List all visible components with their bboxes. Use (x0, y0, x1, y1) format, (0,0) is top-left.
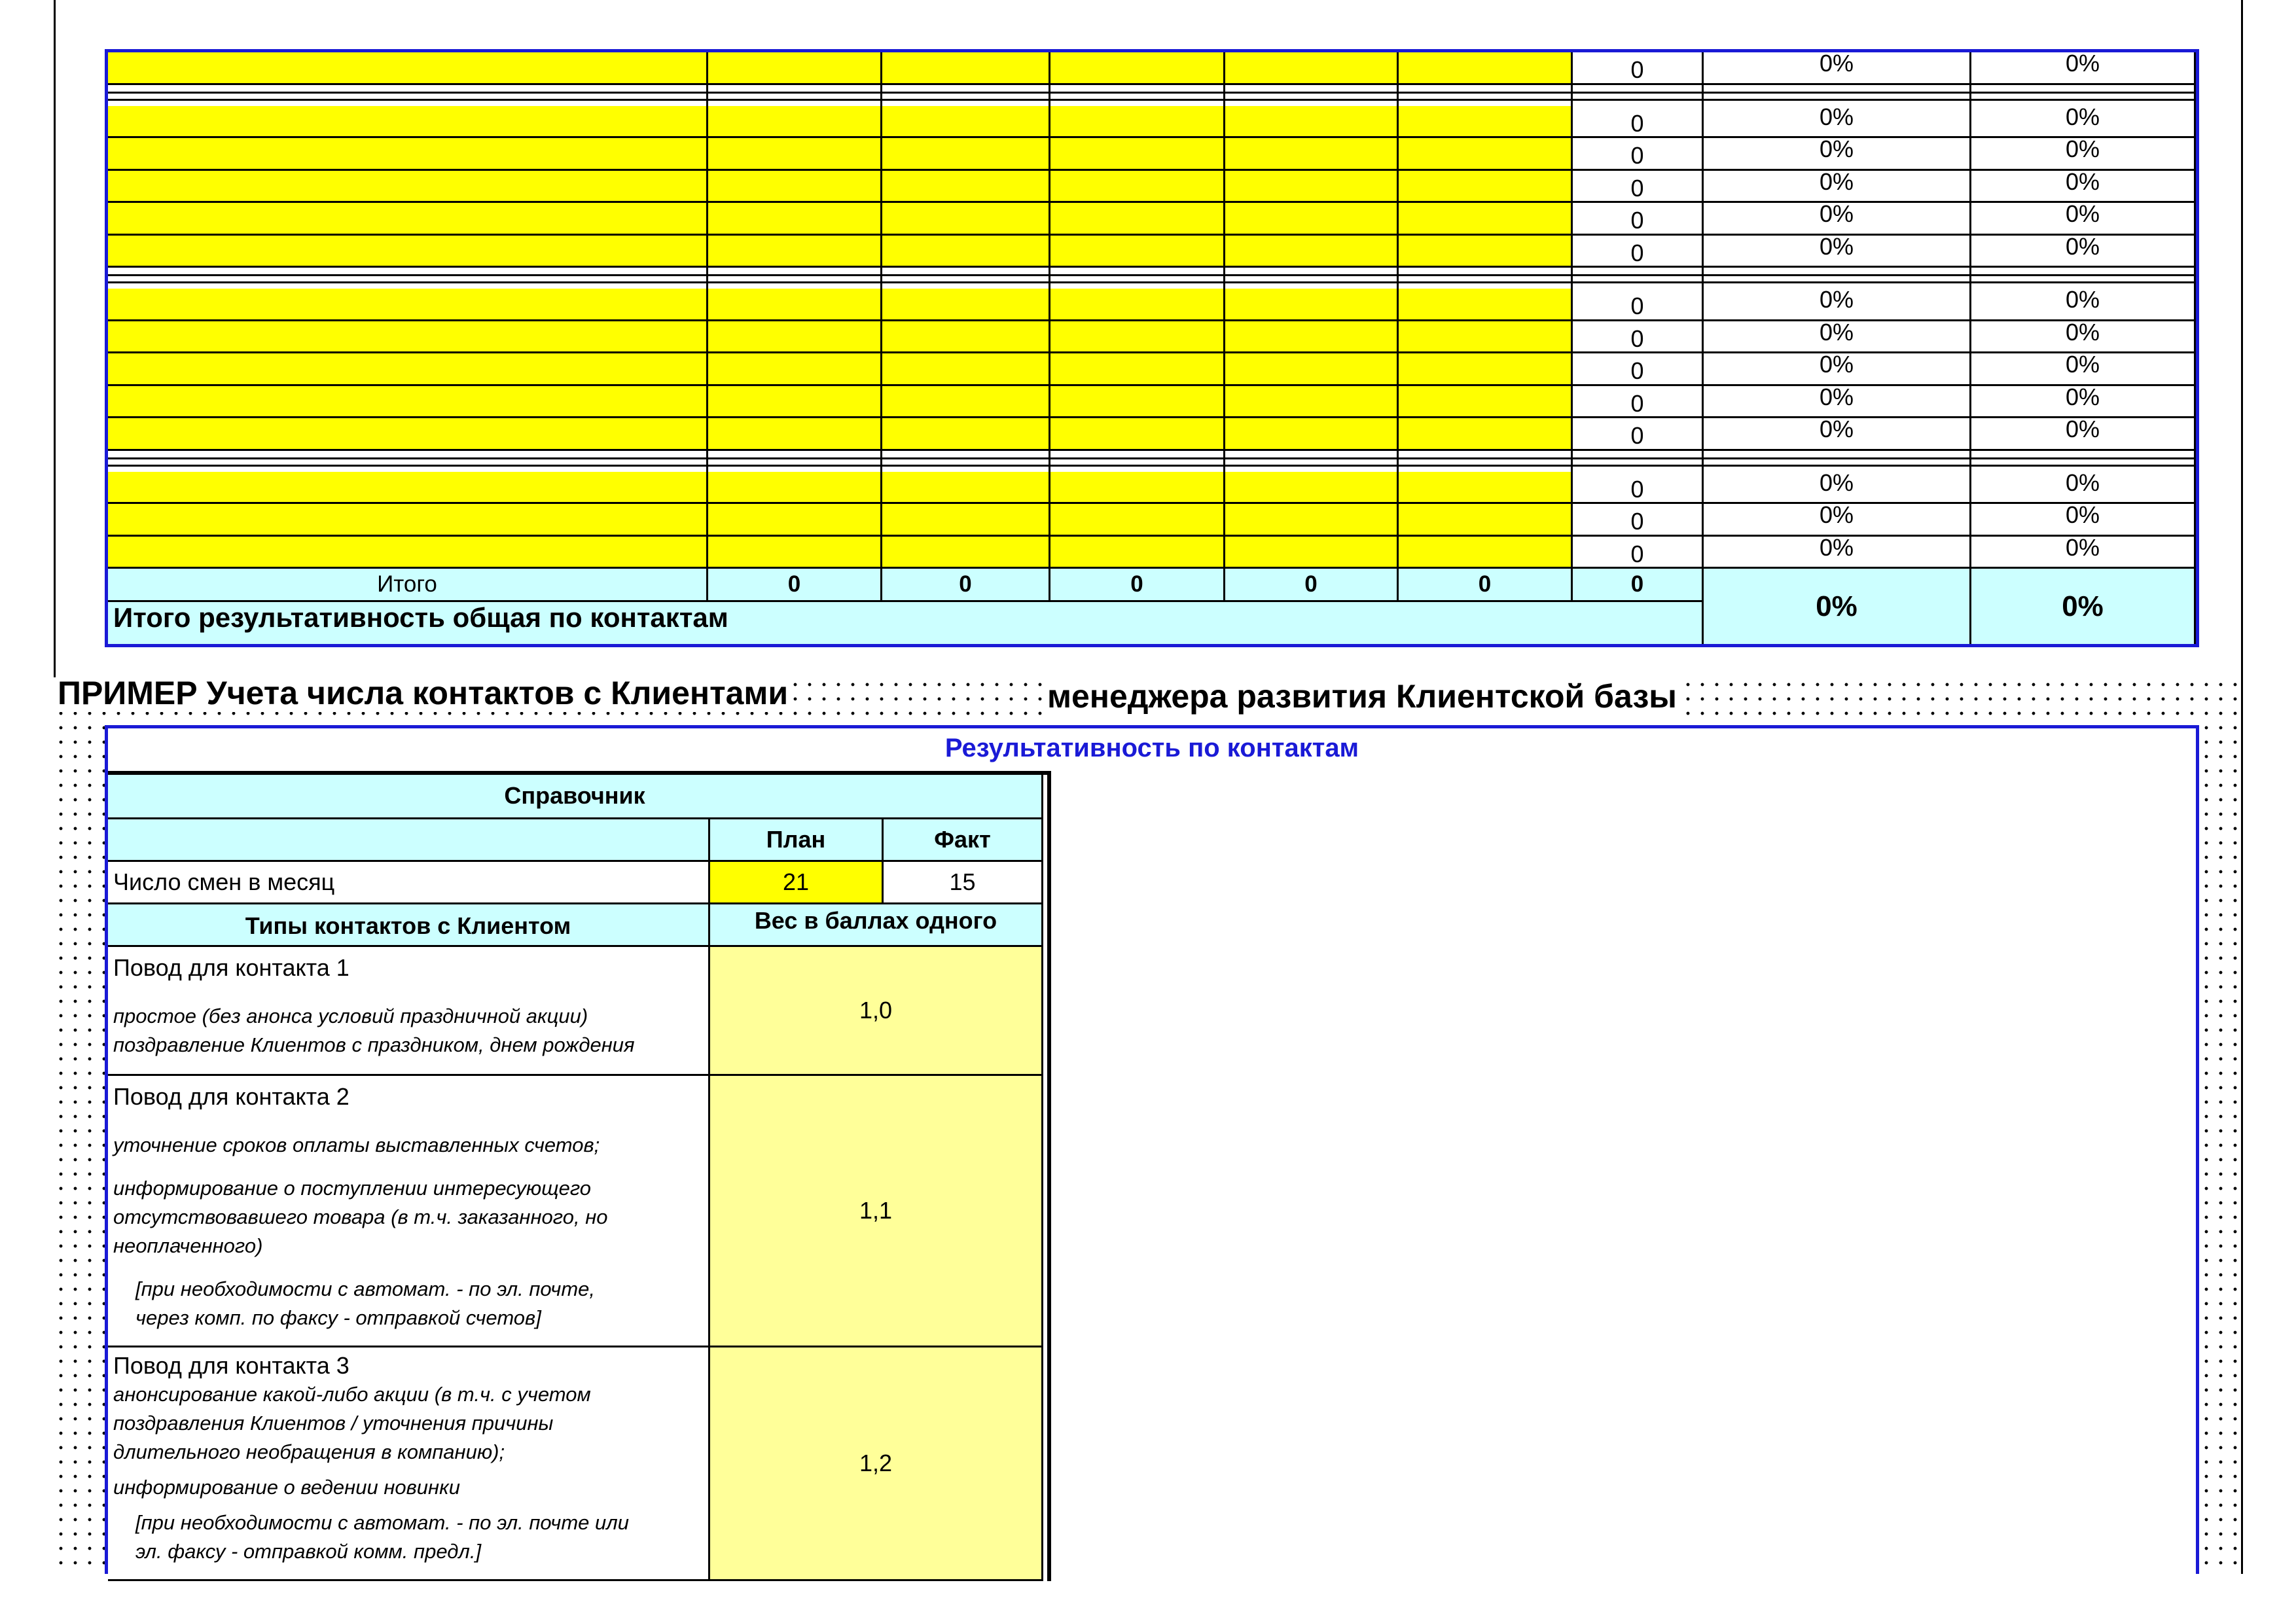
count-cell: 0 (1573, 504, 1704, 537)
input-cell[interactable] (708, 203, 882, 236)
reference-header-label: Справочник (504, 782, 645, 809)
separator-cell (882, 85, 1050, 106)
percent-cell: 0% (1704, 52, 1971, 85)
input-cell[interactable] (882, 386, 1050, 419)
input-cell[interactable] (708, 353, 882, 386)
table-row (108, 236, 2196, 268)
table-row (108, 472, 2196, 505)
reason-1-line-2: поздравление Клиентов с праздником, днем рождения (113, 1033, 635, 1056)
input-cell[interactable] (108, 289, 708, 321)
input-cell[interactable] (108, 106, 708, 139)
count-cell: 0 (1573, 236, 1704, 268)
percent-cell: 0% (1971, 203, 2196, 236)
percent-cell: 0% (1971, 52, 2196, 85)
panel-title: Результативность по контактам (944, 734, 1359, 762)
table-row (108, 203, 2196, 236)
separator-cell (1225, 451, 1399, 472)
reason-1-cell (108, 947, 710, 1076)
reason-2-line-b1: информирование о поступлении интересующего (113, 1177, 592, 1200)
count-cell: 0 (1573, 138, 1704, 171)
separator-cell (1225, 268, 1399, 289)
count-cell: 0 (1573, 418, 1704, 451)
count-cell: 0 (1573, 537, 1704, 569)
input-cell[interactable] (1050, 171, 1225, 204)
reason-3-title: Повод для контакта 3 (113, 1352, 350, 1379)
separator-cell (708, 451, 882, 472)
input-cell[interactable] (1399, 418, 1573, 451)
count-cell: 0 (1573, 353, 1704, 386)
input-cell[interactable] (1225, 171, 1399, 204)
input-cell[interactable] (708, 386, 882, 419)
input-cell[interactable] (882, 236, 1050, 268)
input-cell[interactable] (882, 321, 1050, 354)
percent-cell: 0% (1971, 472, 2196, 505)
plan-fact-blank (108, 819, 710, 862)
input-cell[interactable] (1399, 106, 1573, 139)
input-cell[interactable] (108, 418, 708, 451)
reason-3-line-b: информирование о ведении новинки (113, 1476, 460, 1499)
input-cell[interactable] (1225, 52, 1399, 85)
percent-cell: 0% (1704, 418, 1971, 451)
input-cell[interactable] (108, 203, 708, 236)
separator-cell (1050, 451, 1225, 472)
percent-cell: 0% (1971, 504, 2196, 537)
overall-label: Итого результативность общая по контактам (108, 602, 1704, 644)
count-cell: 0 (1573, 289, 1704, 321)
page-right-border (2241, 0, 2243, 1574)
input-cell[interactable] (882, 289, 1050, 321)
weight-header (710, 904, 1043, 947)
separator-cell (1573, 268, 1704, 289)
table-row (108, 386, 2196, 419)
percent-cell: 0% (1704, 537, 1971, 569)
separator-cell (1704, 268, 1971, 289)
reason-1-line-1: простое (без анонса условий праздничной акции) (113, 1005, 588, 1027)
input-cell[interactable] (708, 321, 882, 354)
input-cell[interactable] (1050, 52, 1225, 85)
percent-cell: 0% (1971, 289, 2196, 321)
example-title-left: ПРИМЕР Учета числа контактов с Клиентами (58, 675, 789, 711)
fact-header (884, 819, 1043, 862)
input-cell[interactable] (1399, 52, 1573, 85)
percent-cell: 0% (1704, 321, 1971, 354)
input-cell[interactable] (1050, 504, 1225, 537)
input-cell[interactable] (708, 418, 882, 451)
percent-cell: 0% (1971, 418, 2196, 451)
reason-2-cell (108, 1076, 710, 1347)
input-cell[interactable] (1225, 138, 1399, 171)
percent-cell: 0% (1704, 203, 1971, 236)
input-cell[interactable] (108, 236, 708, 268)
percent-cell: 0% (1971, 138, 2196, 171)
types-header (108, 904, 710, 947)
separator-cell (1225, 85, 1399, 106)
shifts-fact-cell[interactable] (884, 862, 1043, 904)
separator-cell (1050, 268, 1225, 289)
row-separator (108, 451, 2196, 472)
input-cell[interactable] (1225, 386, 1399, 419)
percent-cell: 0% (1971, 537, 2196, 569)
separator-cell (708, 268, 882, 289)
reason-1-weight: 1,0 (859, 997, 893, 1024)
input-cell[interactable] (708, 138, 882, 171)
input-cell[interactable] (882, 203, 1050, 236)
input-cell[interactable] (882, 171, 1050, 204)
overall-percent: 0% (1704, 569, 1971, 644)
input-cell[interactable] (1050, 472, 1225, 505)
input-cell[interactable] (708, 52, 882, 85)
input-cell[interactable] (1225, 537, 1399, 569)
input-cell[interactable] (1050, 321, 1225, 354)
separator-cell (1704, 85, 1971, 106)
separator-line (108, 281, 2196, 283)
input-cell[interactable] (1225, 353, 1399, 386)
input-cell[interactable] (1225, 472, 1399, 505)
input-cell[interactable] (108, 353, 708, 386)
input-cell[interactable] (108, 52, 708, 85)
separator-cell (1399, 268, 1573, 289)
table-row (108, 353, 2196, 386)
reason-3-cell (108, 1347, 710, 1581)
separator-cell (1573, 451, 1704, 472)
input-cell[interactable] (1225, 203, 1399, 236)
table-row (108, 171, 2196, 204)
percent-cell: 0% (1704, 138, 1971, 171)
table-row (108, 52, 2196, 85)
input-cell[interactable] (1050, 106, 1225, 139)
count-cell: 0 (1573, 106, 1704, 139)
separator-cell (1050, 85, 1225, 106)
reason-3-weight-cell[interactable] (710, 1347, 1043, 1581)
reason-3-line-c2: эл. факсу - отправкой комм. предл.] (135, 1540, 482, 1563)
separator-line (108, 457, 2196, 459)
shifts-label: Число смен в месяц (113, 868, 335, 895)
count-cell: 0 (1573, 171, 1704, 204)
reason-2-line-b3: неоплаченного) (113, 1234, 263, 1257)
reference-header (108, 775, 1043, 819)
input-cell[interactable] (882, 106, 1050, 139)
input-cell[interactable] (882, 418, 1050, 451)
shifts-label-cell (108, 862, 710, 904)
percent-cell: 0% (1971, 321, 2196, 354)
table-row (108, 138, 2196, 171)
total-value: 0 (882, 569, 1050, 602)
reason-3-line-a2: поздравления Клиентов / уточнения причины (113, 1412, 554, 1435)
input-cell[interactable] (108, 321, 708, 354)
total-value: 0 (708, 569, 882, 602)
input-cell[interactable] (708, 106, 882, 139)
effectiveness-panel (105, 725, 2199, 1574)
separator-cell (1971, 85, 2196, 106)
percent-cell: 0% (1704, 504, 1971, 537)
input-cell[interactable] (1225, 504, 1399, 537)
total-value: 0 (1399, 569, 1573, 602)
row-separator (108, 85, 2196, 106)
reason-2-line-a: уточнение сроков оплаты выставленных счетов; (113, 1133, 600, 1156)
shifts-plan-value: 21 (782, 868, 810, 895)
input-cell[interactable] (108, 171, 708, 204)
separator-cell (882, 268, 1050, 289)
input-cell[interactable] (108, 504, 708, 537)
input-cell[interactable] (1225, 289, 1399, 321)
input-cell[interactable] (108, 138, 708, 171)
reason-2-weight-cell[interactable] (710, 1076, 1043, 1347)
input-cell[interactable] (1399, 171, 1573, 204)
reason-1-title: Повод для контакта 1 (113, 954, 350, 981)
separator-cell (882, 451, 1050, 472)
reason-3-line-a3: длительного необращения в компанию); (113, 1440, 505, 1463)
input-cell[interactable] (708, 504, 882, 537)
percent-cell: 0% (1971, 353, 2196, 386)
separator-cell (1971, 451, 2196, 472)
separator-line (108, 99, 2196, 101)
reference-table (108, 771, 1051, 1581)
table-row (108, 289, 2196, 321)
input-cell[interactable] (108, 472, 708, 505)
input-cell[interactable] (1399, 203, 1573, 236)
separator-cell (1971, 268, 2196, 289)
separator-cell (1704, 451, 1971, 472)
percent-cell: 0% (1704, 289, 1971, 321)
input-cell[interactable] (1050, 203, 1225, 236)
example-title-right: менеджера развития Клиентской базы (1047, 678, 1677, 715)
separator-line (108, 465, 2196, 467)
input-cell[interactable] (1399, 236, 1573, 268)
separator-cell (1399, 451, 1573, 472)
input-cell[interactable] (1050, 289, 1225, 321)
input-cell[interactable] (882, 504, 1050, 537)
table-row (108, 504, 2196, 537)
percent-cell: 0% (1704, 171, 1971, 204)
input-cell[interactable] (1399, 472, 1573, 505)
count-cell: 0 (1573, 321, 1704, 354)
input-cell[interactable] (882, 472, 1050, 505)
reason-2-title: Повод для контакта 2 (113, 1083, 350, 1110)
count-cell: 0 (1573, 52, 1704, 85)
input-cell[interactable] (882, 353, 1050, 386)
overall-percent: 0% (1971, 569, 2196, 644)
percent-cell: 0% (1704, 236, 1971, 268)
input-cell[interactable] (108, 386, 708, 419)
input-cell[interactable] (1050, 353, 1225, 386)
input-cell[interactable] (1050, 418, 1225, 451)
reason-2-line-b2: отсутствовавшего товара (в т.ч. заказанного, но (113, 1205, 608, 1228)
percent-cell: 0% (1704, 106, 1971, 139)
percent-cell: 0% (1704, 353, 1971, 386)
separator-cell (108, 451, 708, 472)
input-cell[interactable] (1050, 138, 1225, 171)
input-cell[interactable] (1050, 537, 1225, 569)
percent-cell: 0% (1704, 472, 1971, 505)
reason-1-weight-cell[interactable] (710, 947, 1043, 1076)
separator-cell (108, 85, 708, 106)
table-row (108, 418, 2196, 451)
separator-cell (708, 85, 882, 106)
total-label: Итого (108, 569, 708, 602)
input-cell[interactable] (708, 537, 882, 569)
separator-line (108, 274, 2196, 276)
input-cell[interactable] (1399, 321, 1573, 354)
percent-cell: 0% (1971, 171, 2196, 204)
count-cell: 0 (1573, 203, 1704, 236)
plan-header-label: План (766, 826, 826, 853)
input-cell[interactable] (882, 138, 1050, 171)
table-row (108, 321, 2196, 354)
input-cell[interactable] (1225, 106, 1399, 139)
percent-cell: 0% (1971, 386, 2196, 419)
input-cell[interactable] (882, 52, 1050, 85)
shifts-fact-value: 15 (949, 868, 976, 895)
reason-3-line-a1: анонсирование какой-либо акции (в т.ч. с учетом (113, 1383, 591, 1406)
input-cell[interactable] (1050, 386, 1225, 419)
input-cell[interactable] (1225, 236, 1399, 268)
row-separator (108, 268, 2196, 289)
percent-cell: 0% (1971, 236, 2196, 268)
input-cell[interactable] (1225, 418, 1399, 451)
reason-3-weight: 1,2 (859, 1450, 893, 1476)
plan-header (710, 819, 884, 862)
input-cell[interactable] (1399, 138, 1573, 171)
separator-cell (1573, 85, 1704, 106)
percent-cell: 0% (1971, 106, 2196, 139)
total-value: 0 (1050, 569, 1225, 602)
input-cell[interactable] (1399, 537, 1573, 569)
percent-cell: 0% (1704, 386, 1971, 419)
input-cell[interactable] (708, 171, 882, 204)
separator-cell (108, 268, 708, 289)
types-header-label: Типы контактов с Клиентом (245, 912, 571, 939)
table-row (108, 106, 2196, 139)
contacts-summary-table (105, 49, 2199, 647)
total-value: 0 (1225, 569, 1399, 602)
reason-2-line-c2: через комп. по факсу - отправкой счетов] (135, 1306, 541, 1329)
input-cell[interactable] (1399, 386, 1573, 419)
input-cell[interactable] (1399, 504, 1573, 537)
input-cell[interactable] (1399, 353, 1573, 386)
input-cell[interactable] (882, 537, 1050, 569)
input-cell[interactable] (708, 472, 882, 505)
separator-cell (1399, 85, 1573, 106)
fact-header-label: Факт (934, 826, 991, 853)
input-cell[interactable] (708, 236, 882, 268)
input-cell[interactable] (708, 289, 882, 321)
reason-2-weight: 1,1 (859, 1197, 893, 1224)
input-cell[interactable] (1225, 321, 1399, 354)
weight-header-label: Вес в баллах одного (754, 907, 997, 934)
input-cell[interactable] (1050, 236, 1225, 268)
shifts-plan-cell[interactable] (710, 862, 884, 904)
count-cell: 0 (1573, 386, 1704, 419)
input-cell[interactable] (1399, 289, 1573, 321)
table-row (108, 537, 2196, 569)
reason-2-line-c1: [при необходимости с автомат. - по эл. почте, (135, 1277, 595, 1300)
count-cell: 0 (1573, 472, 1704, 505)
total-value: 0 (1573, 569, 1704, 602)
reason-3-line-c1: [при необходимости с автомат. - по эл. почте или (135, 1511, 629, 1534)
separator-line (108, 92, 2196, 94)
input-cell[interactable] (108, 537, 708, 569)
